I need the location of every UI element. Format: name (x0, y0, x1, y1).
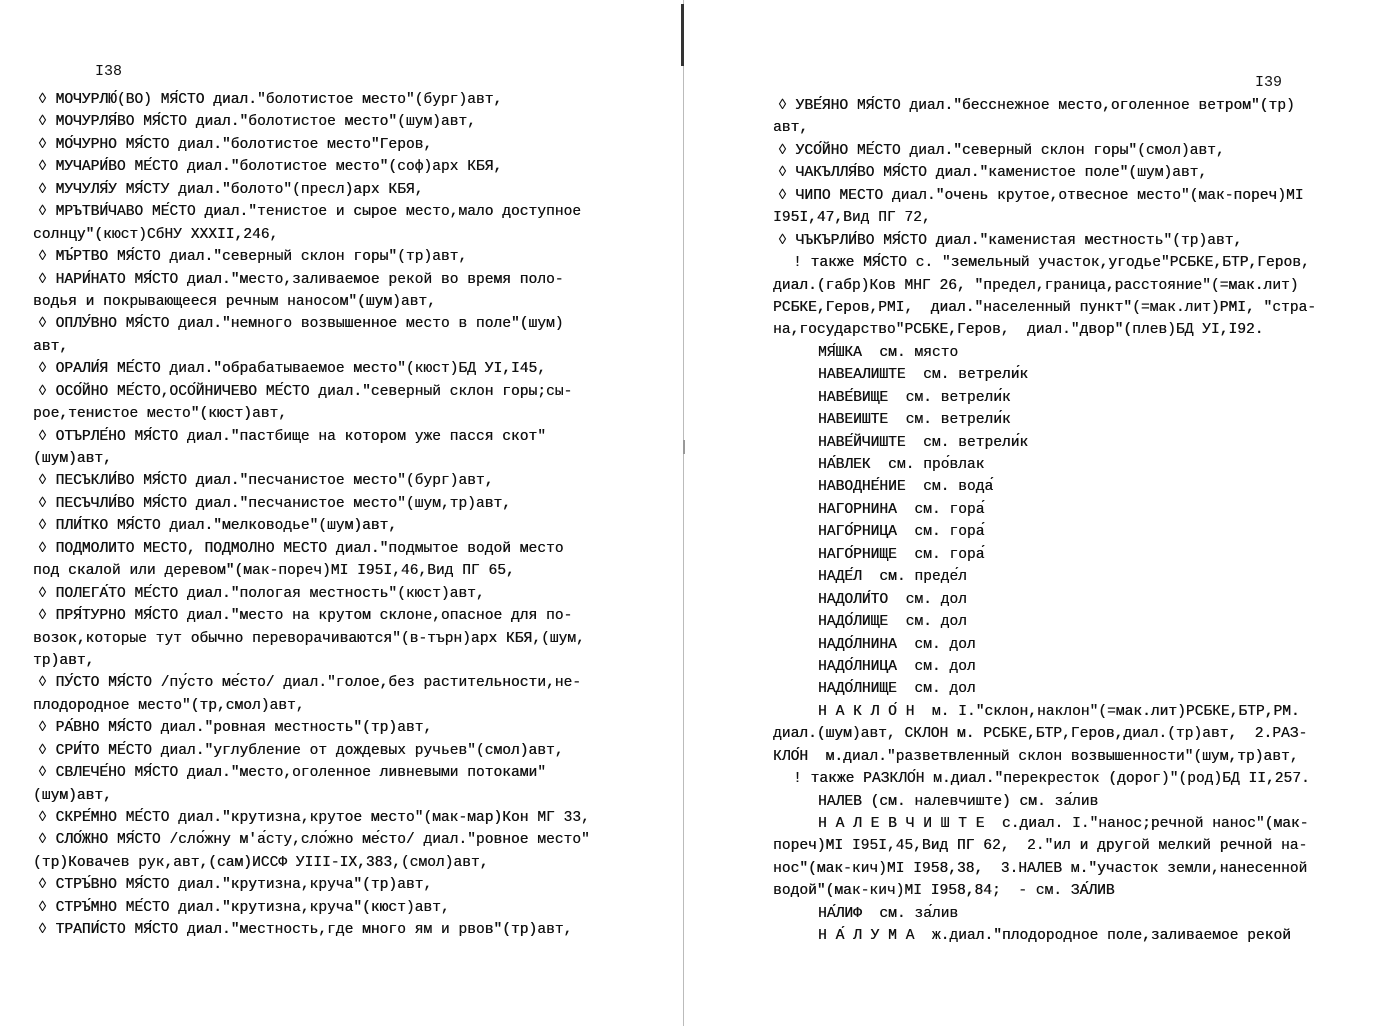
cross-reference-line: НАВЕ́ВИЩЕ см. ветрели́к (818, 389, 1011, 406)
page-number: I38 (95, 63, 123, 80)
cross-reference-line: НАГОРНИНА см. гора́ (818, 501, 985, 518)
cross-reference-line: НАВЕ́ЙЧИШТЕ см. ветрели́к (818, 434, 1029, 451)
cross-reference-line: НАДОЛИ́ТО см. дол (818, 591, 967, 608)
dictionary-entry-line: ◊ МУЧАРИ́ВО МЕ́СТО диал."болотистое место"(соф)арх КБЯ, (38, 159, 503, 176)
continuation-line: на,государство"РСБКЕ,Геров, диал."двор"(плев)БД УI,I92. (773, 322, 1264, 339)
right-page (690, 0, 1400, 1026)
dictionary-entry-line: ◊ МУЧУЛЯ́У МЯ́СТУ диал."болото"(пресл)арх КБЯ, (38, 181, 424, 198)
continuation-line: тр)авт, (33, 652, 95, 669)
dictionary-entry-line: ◊ МО́ЧУРНО МЯ́СТО диал."болотистое место"Геров, (38, 136, 433, 153)
dictionary-entry-line: ◊ УВЕ́ЯНО МЯ́СТО диал."бесснежное место,оголенное ветром"(тр) (778, 98, 1295, 114)
dictionary-entry-line: ◊ СТРЪ́МНО МЕ́СТО диал."крутизна,круча"(кюст)авт, (38, 899, 450, 916)
cross-reference-line: НАВЕАЛИШТЕ см. ветрели́к (818, 367, 1029, 384)
continuation-line: солнцу"(кюст)СбНУ XXXII,246, (33, 226, 279, 243)
dictionary-entry-line: ◊ МЪ́РТВО МЯ́СТО диал."северный склон горы"(тр)авт, (38, 249, 468, 266)
continuation-line: (шум)авт, (33, 451, 112, 467)
continuation-line: плодородное место"(тр,смол)авт, (33, 697, 305, 714)
note-line: ! также МЯ́СТО с. "земельный участок,угодье"РСБКЕ,БТР,Геров, (793, 255, 1310, 272)
cross-reference-line: Н А К Л О́ Н м. I."склон,наклон"(=мак.лит)РСБКЕ,БТР,РМ. (818, 703, 1300, 720)
dictionary-entry-line: ◊ ПУ́СТО МЯ́СТО /пу́сто ме́сто/ диал."голое,без растительности,не- (38, 675, 581, 692)
dictionary-entry-line: ◊ ОПЛУ́ВНО МЯ́СТО диал."немного возвышенное место в поле"(шум) (38, 316, 564, 333)
continuation-line: водой"(мак-кич)МI I958,84; - см. ЗА́ЛИВ (773, 883, 1115, 900)
cross-reference-line: НАДО́ЛНИЩЕ см. дол (818, 681, 976, 698)
dictionary-entry-line: ◊ ОСО́ЙНО МЕ́СТО,ОСО́ЙНИЧЕВО МЕ́СТО диал."северный склон горы;сы- (38, 383, 573, 400)
dictionary-entry-line: ◊ СКРЕ́МНО МЕ́СТО диал."крутизна,крутое место"(мак-мар)Кон МГ 33, (38, 810, 590, 826)
cross-reference-line: НАВОДНЕ́НИЕ см. вода́ (818, 479, 994, 496)
cross-reference-line: НАДЕ́Л см. преде́л (818, 569, 967, 586)
dictionary-entry-line: ◊ ПОЛЕГА́ТО МЕ́СТО диал."пологая местность"(кюст)авт, (38, 585, 485, 602)
page-gutter (683, 0, 684, 1026)
continuation-line: I95I,47,Вид ПГ 72, (773, 210, 931, 227)
dictionary-entry-line: ◊ МОЧУРЛЮ́(ВО) МЯ́СТО диал."болотистое место"(бург)авт, (38, 92, 503, 108)
dictionary-entry-line: ◊ ПЛИ́ТКО МЯ́СТО диал."мелководье"(шум)авт, (38, 518, 398, 535)
left-page-text (0, 89, 590, 942)
continuation-line: рое,тенистое место"(кюст)авт, (33, 406, 287, 423)
cross-reference-line: НАДО́ЛНИНА см. дол (818, 636, 976, 653)
cross-reference-line: НА́ЛИФ см. за́лив (818, 905, 959, 922)
continuation-line: КЛО́Н м.диал."разветвленный склон возвышенности"(шум,тр)авт, (773, 748, 1299, 765)
continuation-line: под скалой или деревом"(мак-пореч)МI I95I,46,Вид ПГ 65, (33, 563, 515, 580)
binding-mark (681, 4, 684, 66)
dictionary-entry-line: ◊ СТРЪ́ВНО МЯ́СТО диал."крутизна,круча"(тр)авт, (38, 877, 433, 894)
dictionary-entry-line: ◊ ЧАКЪЛЛЯ́ВО МЯ́СТО диал."каменистое поле"(шум)авт, (778, 165, 1208, 182)
dictionary-entry-line: ◊ СРИ́ТО МЕ́СТО диал."углубление от дождевых ручьев"(смол)авт, (38, 742, 564, 759)
continuation-line: пореч)МI I95I,45,Вид ПГ 62, 2."ил и другой мелкий речной на- (773, 838, 1308, 855)
cross-reference-line: НАВЕИШТЕ см. ветрели́к (818, 412, 1011, 429)
note-line: ! также РАЗКЛО́Н м.диал."перекресток (дорог)"(род)БД II,257. (793, 771, 1310, 788)
cross-reference-line: НАГО́РНИЩЕ см. гора́ (818, 546, 985, 563)
dictionary-entry-line: ◊ МРЪТВИ́ЧАВО МЕ́СТО диал."тенистое и сырое место,мало доступное (38, 204, 581, 221)
dictionary-entry-line: ◊ ТРАПИ́СТО МЯ́СТО диал."местность,где много ям и рвов"(тр)авт, (38, 922, 573, 939)
continuation-line: РСБКЕ,Геров,РМI, диал."населенный пункт"(=мак.лит)РМI, "стра- (773, 299, 1316, 316)
continuation-line: (тр)Ковачев рук,авт,(сам)ИССФ УIII-IX,383,(смол)авт, (33, 854, 489, 871)
continuation-line: авт, (773, 120, 809, 137)
dictionary-entry-line: ◊ СВЛЕЧЕ́НО МЯ́СТО диал."место,оголенное ливневыми потоками" (38, 765, 546, 782)
continuation-line: (шум)авт, (33, 787, 112, 804)
left-page (0, 0, 680, 1026)
dictionary-entry-line: ◊ ОТЪРЛЕ́НО МЯ́СТО диал."пастбище на котором уже пасся скот" (38, 428, 546, 445)
dictionary-entry-line: ◊ ЧЪКЪРЛИ́ВО МЯ́СТО диал."каменистая местность"(тр)авт, (778, 232, 1243, 249)
dictionary-entry-line: ◊ ПОДМОЛИТО МЕСТО, ПОДМОЛНО МЕСТО диал."подмытое водой место (38, 540, 564, 557)
continuation-line: возок,которые тут обычно переворачиваются"(в-търн)арх КБЯ,(шум, (33, 630, 585, 647)
continuation-line: авт, (33, 338, 69, 355)
cross-reference-line: Н А́ Л У М А ж.диал."плодородное поле,заливаемое рекой (818, 928, 1291, 945)
dictionary-entry-line: ◊ ЧИПО МЕСТО диал."очень крутое,отвесное место"(мак-пореч)МI (778, 187, 1304, 204)
continuation-line: водья и покрывающееся речным наносом"(шум)авт, (33, 293, 436, 310)
cross-reference-line: НАГО́РНИЦА см. гора́ (818, 524, 985, 541)
cross-reference-line: НАДО́ЛНИЦА см. дол (818, 658, 976, 675)
dictionary-entry-line: ◊ УСО́ЙНО МЕ́СТО диал."северный склон горы"(смол)авт, (778, 142, 1225, 159)
dictionary-entry-line: ◊ ПЕСЪЧЛИ́ВО МЯ́СТО диал."песчанистое место"(шум,тр)авт, (38, 495, 511, 512)
dictionary-entry-line: ◊ ПЕСЪКЛИ́ВО МЯ́СТО диал."песчанистое место"(бург)авт, (38, 473, 494, 490)
page-number: I39 (1255, 74, 1283, 91)
dictionary-entry-line: ◊ ПРЯ́ТУРНО МЯ́СТО диал."место на крутом склоне,опасное для по- (38, 608, 573, 625)
dictionary-entry-line: ◊ РА́ВНО МЯ́СТО диал."ровная местность"(тр)авт, (38, 720, 433, 737)
cross-reference-line: НАДО́ЛИЩЕ см. дол (818, 614, 967, 631)
binding-mark (683, 440, 685, 454)
continuation-line: нос"(мак-кич)МI I958,38, 3.НАЛЕВ м."участок земли,нанесенной (773, 860, 1308, 877)
dictionary-entry-line: ◊ НАРИ́НАТО МЯ́СТО диал."место,заливаемое рекой во время поло- (38, 271, 564, 288)
right-page-text (690, 95, 1316, 948)
dictionary-entry-line: ◊ ОРАЛИ́Я МЕ́СТО диал."обрабатываемое место"(кюст)БД УI,I45, (38, 361, 546, 378)
dictionary-entry-line: ◊ МОЧУРЛЯ́ВО МЯ́СТО диал."болотистое место"(шум)авт, (38, 114, 476, 131)
continuation-line: диал.(шум)авт, СКЛОН м. РСБКЕ,БТР,Геров,диал.(тр)авт, 2.РАЗ- (773, 726, 1308, 743)
cross-reference-line: НАЛЕВ (см. налевчиште) см. за́лив (818, 793, 1099, 810)
cross-reference-line: МЯ́ШКА см. място (818, 344, 959, 361)
cross-reference-line: Н А Л Е В Ч И Ш Т Е с.диал. I."нанос;речной нанос"(мак- (818, 816, 1309, 832)
dictionary-entry-line: ◊ СЛО́ЖНО МЯ́СТО /сло́жну м'а́сту,сло́жно ме́сто/ диал."ровное место" (38, 832, 590, 849)
cross-reference-line: НА́ВЛЕК см. про́влак (818, 457, 985, 473)
continuation-line: диал.(габр)Ков МНГ 26, "предел,граница,расстояние"(=мак.лит) (773, 277, 1299, 294)
